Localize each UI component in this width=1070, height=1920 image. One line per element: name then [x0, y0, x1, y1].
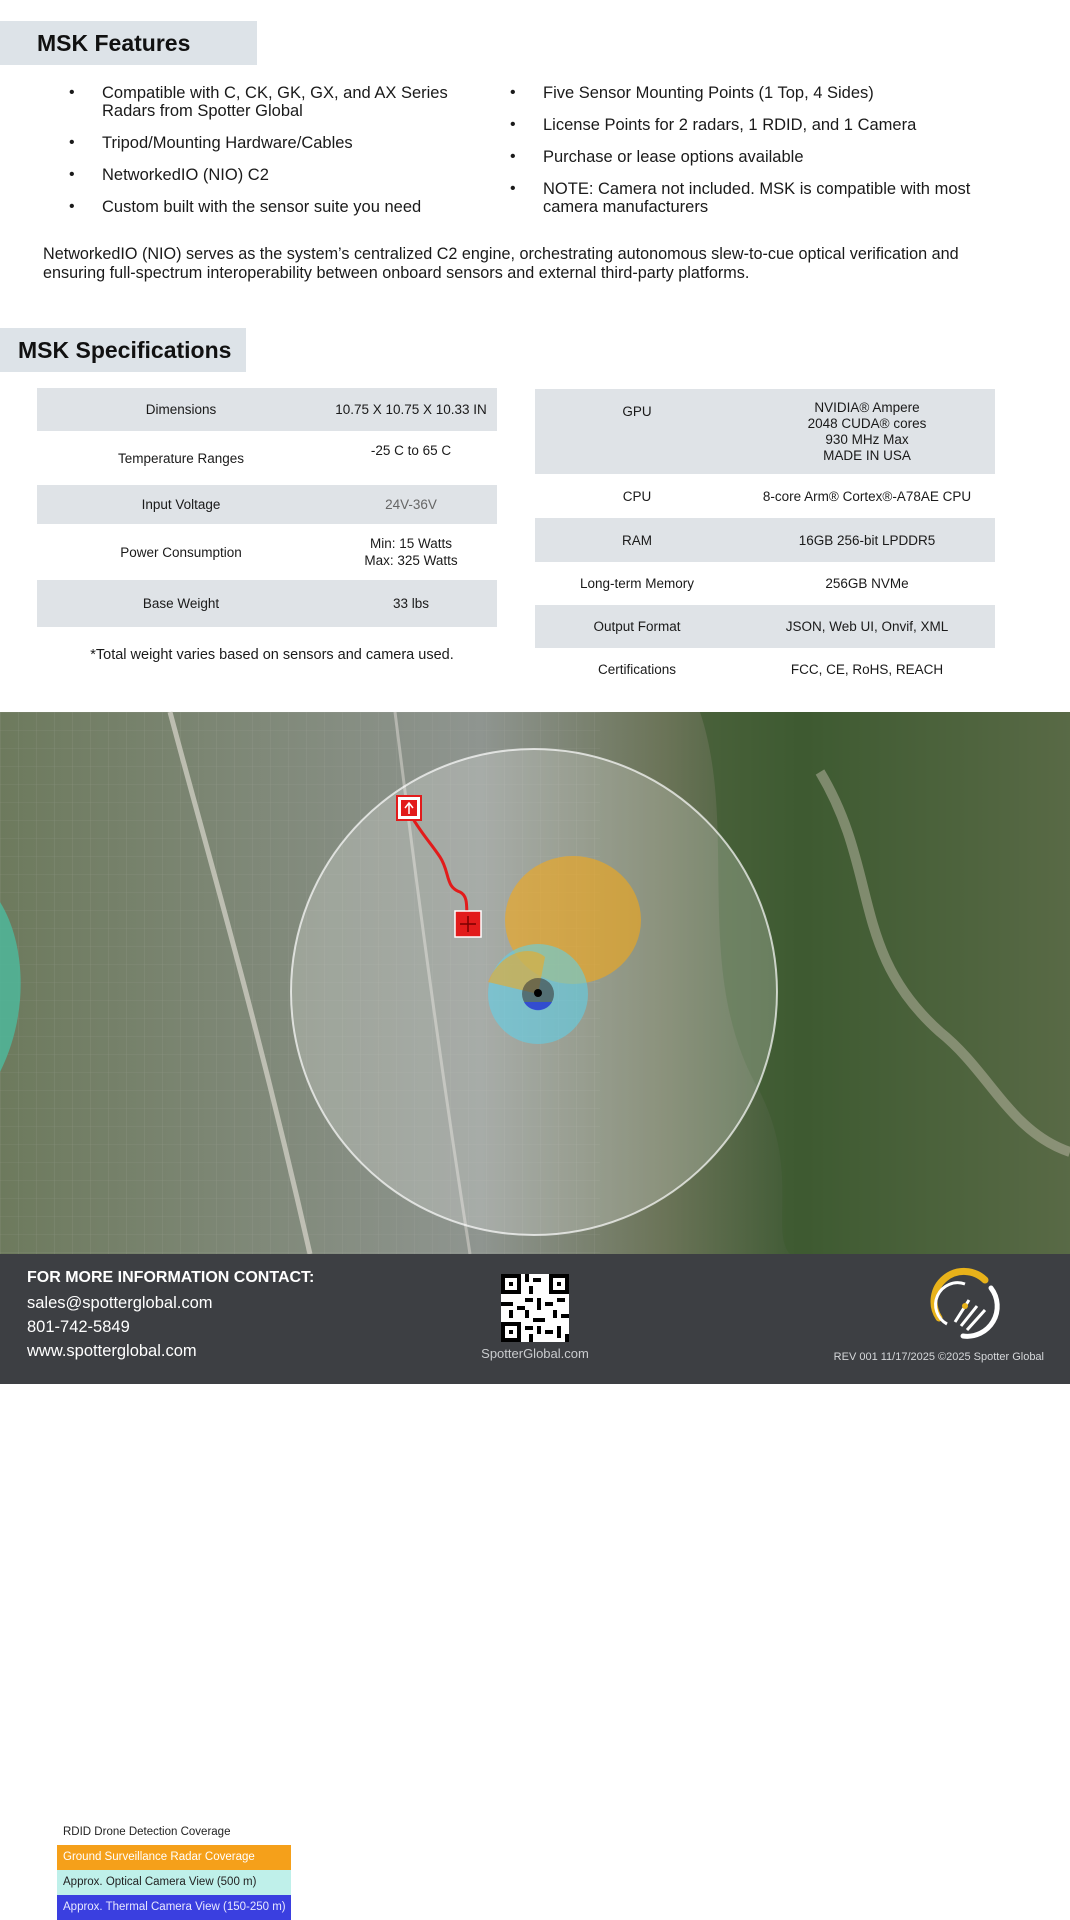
spec-table-right [535, 389, 995, 691]
spec-value: Min: 15 Watts Max: 325 Watts [364, 536, 458, 568]
spec-row [535, 389, 995, 474]
map-legend [57, 1820, 291, 1920]
spec-label: Temperature Ranges [117, 450, 245, 466]
spec-label: GPU [535, 389, 739, 474]
specs-heading: MSK Specifications [0, 328, 246, 372]
spec-row [37, 485, 497, 524]
spec-label: Certifications [597, 662, 677, 677]
spec-label: CPU [622, 488, 652, 504]
spec-row [37, 388, 497, 431]
spec-value: -25 C to 65 C [370, 443, 452, 458]
features-list-right [510, 84, 980, 216]
spec-row [535, 648, 995, 691]
spec-label: Dimensions [37, 388, 325, 431]
spec-label: Output Format [535, 605, 739, 648]
spec-label: Base Weight [37, 580, 325, 627]
legend-item: Approx. Thermal Camera View (150-250 m) [57, 1895, 291, 1920]
legend-item: Approx. Optical Camera View (500 m) [57, 1870, 291, 1895]
spec-value: 10.75 X 10.75 X 10.33 IN [325, 388, 497, 431]
spec-label: Power Consumption [120, 544, 242, 560]
spec-row [535, 518, 995, 562]
legend-item: RDID Drone Detection Coverage [57, 1820, 291, 1845]
spec-row [535, 474, 995, 518]
nio-description: NetworkedIO (NIO) serves as the system’s centralized C2 engine, orchestrating autonomous slew-to-cue optical verification and ensuring full-spectrum interoperability between onboard sensors and external third-party platforms. [43, 245, 959, 282]
feature-item: • Five Sensor Mounting Points (1 Top, 4 Sides) [510, 84, 980, 102]
features-heading: MSK Features [0, 21, 257, 65]
spotter-global-logo-icon [925, 1266, 1005, 1346]
spec-label: Input Voltage [37, 485, 325, 524]
spec-label: RAM [535, 518, 739, 562]
spec-value: JSON, Web UI, Onvif, XML [739, 605, 995, 648]
contact-phone: 801-742-5849 [27, 1318, 130, 1336]
spec-row [37, 431, 497, 485]
spec-row [37, 524, 497, 580]
feature-item: • Custom built with the sensor suite you need [69, 198, 499, 216]
spec-row [535, 562, 995, 605]
spec-value: 256GB NVMe [825, 576, 909, 591]
spec-value: 8-core Arm® Cortex®-A78AE CPU [762, 488, 972, 504]
satellite-map-image [0, 712, 1070, 1254]
spec-row [535, 605, 995, 648]
spec-value: FCC, CE, RoHS, REACH [790, 662, 944, 677]
spec-value: 24V-36V [325, 485, 497, 524]
weight-footnote: *Total weight varies based on sensors and camera used. [90, 647, 454, 663]
spec-value: NVIDIA® Ampere 2048 CUDA® cores 930 MHz Max MADE IN USA [739, 389, 995, 474]
spec-table-left [37, 388, 497, 627]
footer [0, 1254, 1070, 1384]
feature-item: • License Points for 2 radars, 1 RDID, and 1 Camera [510, 116, 980, 134]
feature-item: • Purchase or lease options available [510, 148, 980, 166]
feature-item: • NetworkedIO (NIO) C2 [69, 166, 499, 184]
qr-code-icon[interactable] [501, 1274, 569, 1342]
spec-value: 16GB 256-bit LPDDR5 [739, 518, 995, 562]
spec-label: Long-term Memory [579, 576, 695, 591]
spec-value: 33 lbs [325, 580, 497, 627]
revision-copyright: REV 001 11/17/2025 ©2025 Spotter Global [833, 1351, 1044, 1363]
feature-item: • Tripod/Mounting Hardware/Cables [69, 134, 499, 152]
legend-item: Ground Surveillance Radar Coverage [57, 1845, 291, 1870]
qr-caption: SpotterGlobal.com [481, 1346, 589, 1361]
contact-email-link[interactable]: sales@spotterglobal.com [27, 1294, 213, 1312]
feature-item: • Compatible with C, CK, GK, GX, and AX Series Radars from Spotter Global [69, 84, 499, 120]
features-list-left [69, 84, 499, 216]
contact-heading: FOR MORE INFORMATION CONTACT: [27, 1269, 315, 1286]
website-link[interactable]: www.spotterglobal.com [27, 1342, 197, 1360]
feature-item: • NOTE: Camera not included. MSK is compatible with most camera manufacturers [510, 180, 980, 216]
spec-row [37, 580, 497, 627]
